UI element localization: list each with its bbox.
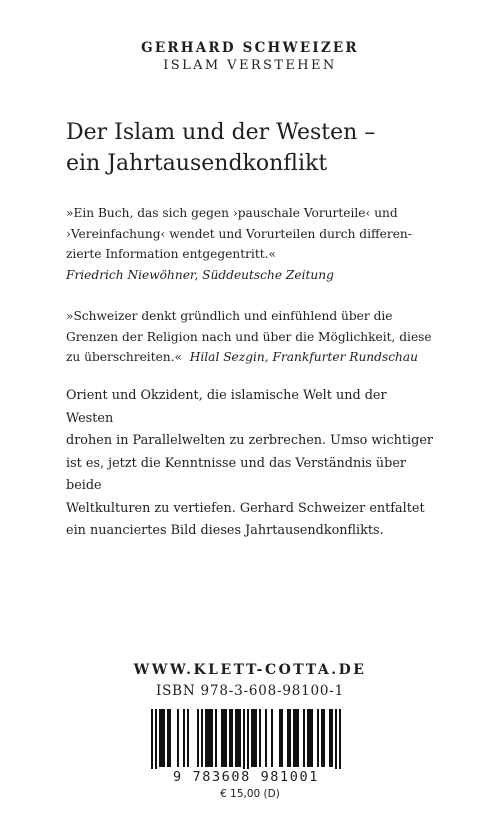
review-quote-2 (66, 306, 446, 368)
isbn-number: ISBN 978-3-608-98100-1 (155, 683, 345, 699)
quote-1-line-2: ›Vereinfachung‹ wendet und Vorurteilen durch differen- (66, 226, 412, 241)
barcode-bar (309, 709, 311, 767)
barcode-bar (197, 709, 199, 767)
barcode-bar (237, 709, 239, 767)
barcode-bar (255, 709, 257, 767)
barcode-bar (339, 709, 341, 769)
publisher-website: WWW.KLETT-COTTA.DE (133, 662, 367, 678)
barcode-bar (331, 709, 333, 767)
barcode-bar (243, 709, 245, 769)
barcode-bars (143, 707, 349, 769)
barcode-bar (335, 709, 337, 769)
barcode-bar (235, 709, 237, 767)
blurb-line-2: drohen in Parallelwelten zu zerbrechen. Umso wichtiger (66, 433, 434, 448)
quote-2-line-1: »Schweizer denkt gründlich und einfühlend über die (66, 309, 393, 323)
book-blurb (66, 385, 436, 543)
barcode-bar (251, 709, 253, 767)
barcode-bar (293, 709, 295, 767)
barcode-bar (247, 709, 249, 769)
blurb-line-5: ein nuanciertes Bild dieses Jahrtausendkonflikts. (66, 523, 384, 538)
price-label: € 15,00 (D) (220, 788, 280, 800)
barcode-bar (225, 709, 227, 767)
barcode-bar (209, 709, 211, 767)
quote-1-line-3: zierte Information entgegentritt.« (66, 247, 276, 261)
quote-1-line-1: »Ein Buch, das sich gegen ›pauschale Vorurteile‹ und (66, 206, 398, 220)
barcode-bar (321, 709, 323, 767)
barcode-bar (317, 709, 319, 767)
barcode-bar (311, 709, 313, 767)
title-line-1: Der Islam und der Westen – (66, 120, 376, 145)
barcode-bar (307, 709, 309, 767)
barcode-bar (303, 709, 305, 767)
quote-1-source: Friedrich Niewöhner, Süddeutsche Zeitung (66, 267, 334, 282)
barcode-bar (279, 709, 281, 767)
barcode-bar (151, 709, 153, 769)
blurb-line-1: Orient und Okzident, die islamische Welt und der Westen (66, 388, 387, 426)
barcode-bar (265, 709, 267, 767)
book-title (66, 117, 466, 179)
quote-2-line-2: Grenzen der Religion nach und über die Möglichkeit, diese (66, 329, 432, 344)
barcode-bar (259, 709, 261, 767)
barcode-bar (159, 709, 161, 767)
barcode-bar (211, 709, 213, 767)
barcode-bar (207, 709, 209, 767)
barcode-bar (201, 709, 203, 767)
barcode-bar (229, 709, 231, 767)
barcode-bar (163, 709, 165, 767)
barcode-bar (231, 709, 233, 767)
barcode-bar (215, 709, 217, 767)
barcode-bar (323, 709, 325, 767)
barcode-bar (221, 709, 223, 767)
blurb-line-4: Weltkulturen zu vertiefen. Gerhard Schweizer entfaltet (66, 500, 425, 516)
barcode-bar (169, 709, 171, 767)
barcode-bar (183, 709, 185, 767)
barcode-bar (289, 709, 291, 767)
author-name: GERHARD SCHWEIZER (141, 40, 359, 56)
barcode-bar (253, 709, 255, 767)
quote-2-source: Hilal Sezgin, Frankfurter Rundschau (189, 350, 418, 364)
barcode-bar (155, 709, 157, 769)
barcode-bar (205, 709, 207, 767)
barcode-bar (161, 709, 163, 767)
barcode-digits: 9 783608 981001 (173, 769, 319, 785)
barcode-bar (239, 709, 241, 767)
barcode-bar (187, 709, 189, 767)
barcode-bar (271, 709, 273, 767)
barcode-bar (177, 709, 179, 767)
blurb-line-3: ist es, jetzt die Kenntnisse und das Verständnis über beide (66, 455, 407, 493)
barcode-bar (167, 709, 169, 767)
barcode-bar (281, 709, 283, 767)
title-line-2: ein Jahrtausendkonflikt (66, 151, 328, 176)
barcode-bar (223, 709, 225, 767)
series-name: ISLAM VERSTEHEN (163, 58, 337, 73)
barcode-bar (287, 709, 289, 767)
review-quote-1 (66, 203, 446, 285)
barcode-bar (329, 709, 331, 767)
quote-2-line-3: zu überschreiten.« (66, 350, 182, 364)
barcode-bar (297, 709, 299, 767)
barcode-bar (295, 709, 297, 767)
